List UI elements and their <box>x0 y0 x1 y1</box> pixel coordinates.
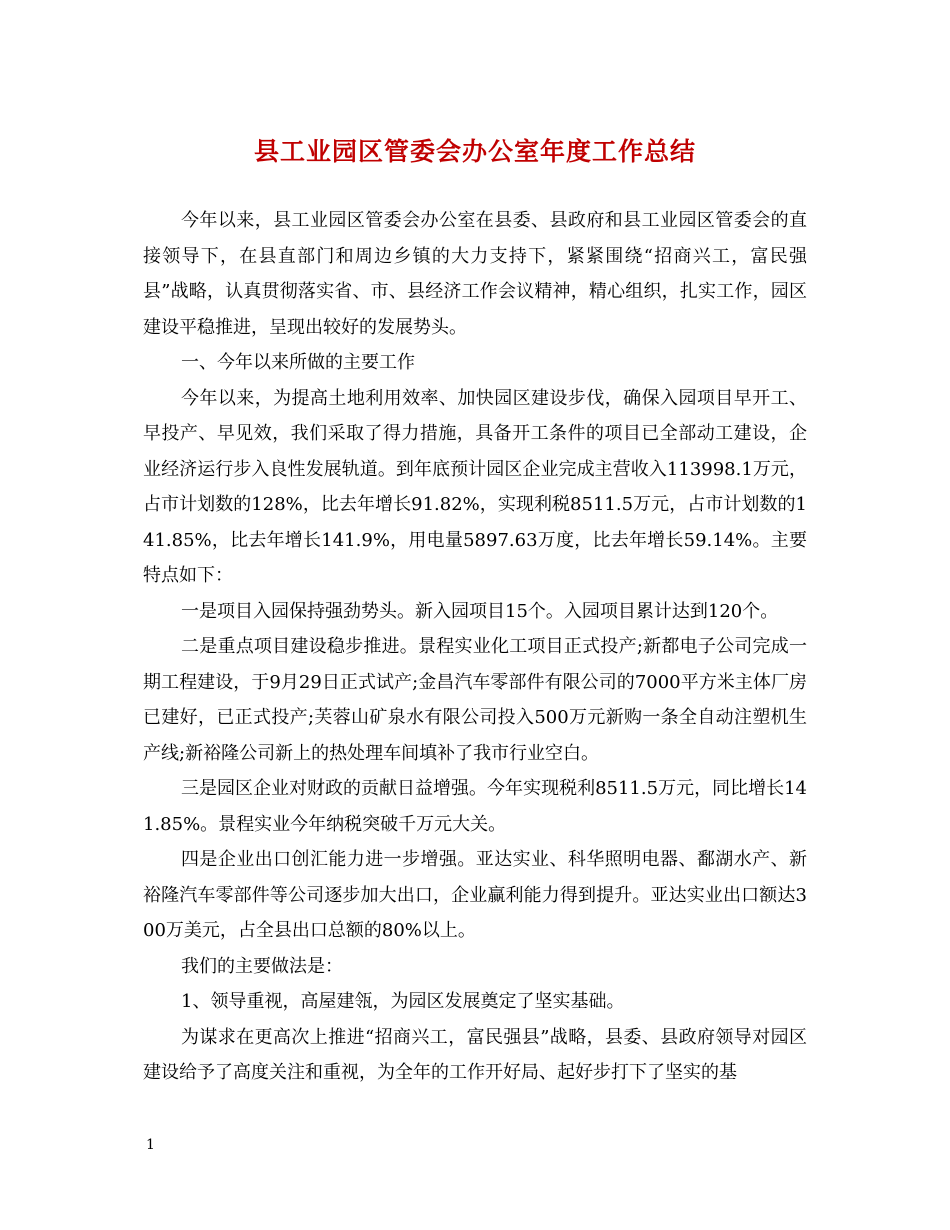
paragraph-main-work: 今年以来，为提高土地利用效率、加快园区建设步伐，确保入园项目早开工、早投产、早见效，我们采取了得力措施，具备开工条件的项目已全部动工建设，企业经济运行步入良性发展轨道。到年底预计园区企业完成主营收入113998.1万元，占市计划数的128%，比去年增长91.82%，实现利税8511.5万元，占市计划数的141.85%，比去年增长141.9%，用电量5897.63万度，比去年增长59.14%。主要特点如下： <box>143 387 807 586</box>
paragraph-intro: 今年以来，县工业园区管委会办公室在县委、县政府和县工业园区管委会的直接领导下，在县直部门和周边乡镇的大力支持下，紧紧围绕“招商兴工，富民强县”战略，认真贯彻落实省、市、县经济工作会议精神，精心组织，扎实工作，园区建设平稳推进，呈现出较好的发展势头。 <box>143 210 807 338</box>
page-number: 1 <box>146 1137 155 1153</box>
paragraph-point-three: 三是园区企业对财政的贡献日益增强。今年实现税利8511.5万元，同比增长141.85%。景程实业今年纳税突破千万元大关。 <box>143 778 807 835</box>
document-title: 县工业园区管委会办公室年度工作总结 <box>253 137 696 166</box>
paragraph-point-one: 一是项目入园保持强劲势头。新入园项目15个。入园项目累计达到120个。 <box>181 600 779 622</box>
paragraph-point-four: 四是企业出口创汇能力进一步增强。亚达实业、科华照明电器、鄱湖水产、新裕隆汽车零部件等公司逐步加大出口，企业赢利能力得到提升。亚达实业出口额达300万美元，占全县出口总额的80%以上。 <box>143 849 807 941</box>
paragraph-method-one-detail: 为谋求在更高次上推进“招商兴工，富民强县”战略，县委、县政府领导对园区建设给予了高度关注和重视，为全年的工作开好局、起好步打下了坚实的基 <box>143 1026 807 1083</box>
section-heading-main-work: 一、今年以来所做的主要工作 <box>181 352 415 373</box>
paragraph-method-one: 1、领导重视，高屋建瓴，为园区发展奠定了坚实基础。 <box>181 991 625 1012</box>
paragraph-methods-heading: 我们的主要做法是： <box>181 955 343 977</box>
paragraph-point-two: 二是重点项目建设稳步推进。景程实业化工项目正式投产;新都电子公司完成一期工程建设，于9月29日正式试产;金昌汽车零部件有限公司的7000平方米主体厂房已建好，已正式投产;芙蓉山矿泉水有限公司投入500万元新购一条全自动注塑机生产线;新裕隆公司新上的热处理车间填补了我市行业空白。 <box>143 636 807 764</box>
document-body <box>143 203 807 1091</box>
